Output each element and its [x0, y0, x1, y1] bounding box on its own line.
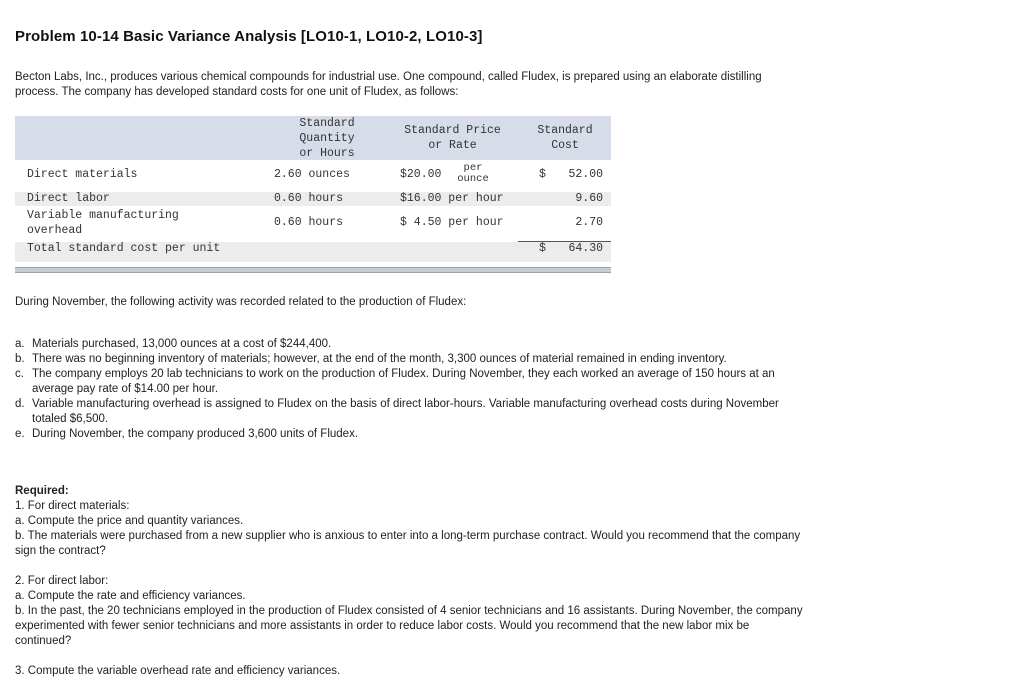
problem-title: Problem 10-14 Basic Variance Analysis [LO10-1, LO10-2, LO10-3] — [15, 28, 483, 45]
header-standard-quantity — [285, 116, 369, 161]
list-item — [15, 352, 805, 367]
header-standard-cost — [527, 123, 603, 153]
list-item — [15, 397, 805, 427]
header-cost-line2: Cost — [551, 139, 579, 152]
list-item-text: The company employs 20 lab technicians to work on the production of Fludex. During November, they each worked an average of 150 hours at an average pay rate of $14.00 per hour. — [32, 368, 775, 395]
list-item-text: There was no beginning inventory of materials; however, at the end of the month, 3,300 ounces of material remained in ending inventory. — [32, 353, 727, 365]
header-quantity-line1: Standard — [299, 117, 355, 130]
table-bottom-border — [15, 267, 611, 273]
row-direct-materials-cost-prefix: $ — [539, 168, 546, 181]
header-price-line2: or Rate — [428, 139, 477, 152]
header-quantity-line3: or Hours — [299, 147, 355, 160]
row-total-cost: 64.30 — [568, 242, 603, 255]
activity-intro: During November, the following activity was recorded related to the production of Fludex: — [15, 296, 467, 308]
required-q1b: b. The materials were purchased from a new supplier who is anxious to enter into a long-term purchase contract. Would you recommend that the company sign the contract? — [15, 530, 801, 557]
row-direct-materials-quantity: 2.60 ounces — [274, 168, 350, 181]
required-q2: 2. For direct labor: — [15, 575, 109, 587]
list-item — [15, 427, 805, 442]
header-price-line1: Standard Price — [404, 124, 501, 137]
row-direct-materials-price: $20.00 — [400, 168, 442, 181]
list-item-label: c. — [15, 368, 24, 380]
row-total-label: Total standard cost per unit — [27, 242, 221, 255]
row-variable-overhead-label-line1: Variable manufacturing — [27, 209, 179, 222]
price-unit-per: per — [463, 162, 483, 174]
row-direct-labor-cost: 9.60 — [575, 192, 603, 205]
required-heading: Required: — [15, 485, 69, 497]
required-q3: 3. Compute the variable overhead rate and efficiency variances. — [15, 665, 341, 677]
required-section — [15, 484, 805, 679]
row-direct-labor-label: Direct labor — [27, 192, 110, 205]
row-direct-materials-label: Direct materials — [27, 168, 138, 181]
header-quantity-line2: Quantity — [299, 132, 355, 145]
price-unit-ounce: ounce — [457, 173, 489, 185]
row-variable-overhead-price: $ 4.50 per hour — [400, 216, 504, 229]
required-q2a: a. Compute the rate and efficiency variances. — [15, 590, 246, 602]
activity-list — [15, 337, 805, 442]
row-variable-overhead-quantity: 0.60 hours — [274, 216, 344, 229]
required-q2b: b. In the past, the 20 technicians employed in the production of Fludex consisted of 4 senior technicians and 16 assistants. During November, the company experimented with fewer senior technicians and more assistants in order to reduce labor costs. Would you recommend that the new labor mix be continued? — [15, 605, 803, 647]
intro-paragraph: Becton Labs, Inc., produces various chemical compounds for industrial use. One compound, called Fludex, is prepared using an elaborate distilling process. The company has developed standard costs for one unit of Fludex, as follows: — [15, 71, 762, 98]
row-direct-materials-price-unit — [451, 163, 495, 185]
list-item — [15, 367, 805, 397]
list-item-label: a. — [15, 338, 25, 350]
list-item-label: e. — [15, 428, 25, 440]
row-direct-materials-cost: 52.00 — [568, 168, 603, 181]
list-item-label: d. — [15, 398, 25, 410]
row-variable-overhead-cost: 2.70 — [575, 216, 603, 229]
header-cost-line1: Standard — [537, 124, 593, 137]
required-q1a: a. Compute the price and quantity variances. — [15, 515, 244, 527]
list-item-text: Materials purchased, 13,000 ounces at a cost of $244,400. — [32, 338, 332, 350]
required-q1: 1. For direct materials: — [15, 500, 130, 512]
list-item-text: Variable manufacturing overhead is assigned to Fludex on the basis of direct labor-hours. Variable manufacturing overhead costs during November totaled $6,500. — [32, 398, 779, 425]
row-total-cost-prefix: $ — [539, 242, 546, 255]
list-item-label: b. — [15, 353, 25, 365]
list-item-text: During November, the company produced 3,600 units of Fludex. — [32, 428, 359, 440]
row-direct-labor-price: $16.00 per hour — [400, 192, 504, 205]
list-item — [15, 337, 805, 352]
standard-cost-table — [15, 116, 611, 276]
row-direct-labor-quantity: 0.60 hours — [274, 192, 344, 205]
row-variable-overhead-label-line2: overhead — [27, 224, 83, 237]
header-standard-price — [390, 123, 515, 153]
